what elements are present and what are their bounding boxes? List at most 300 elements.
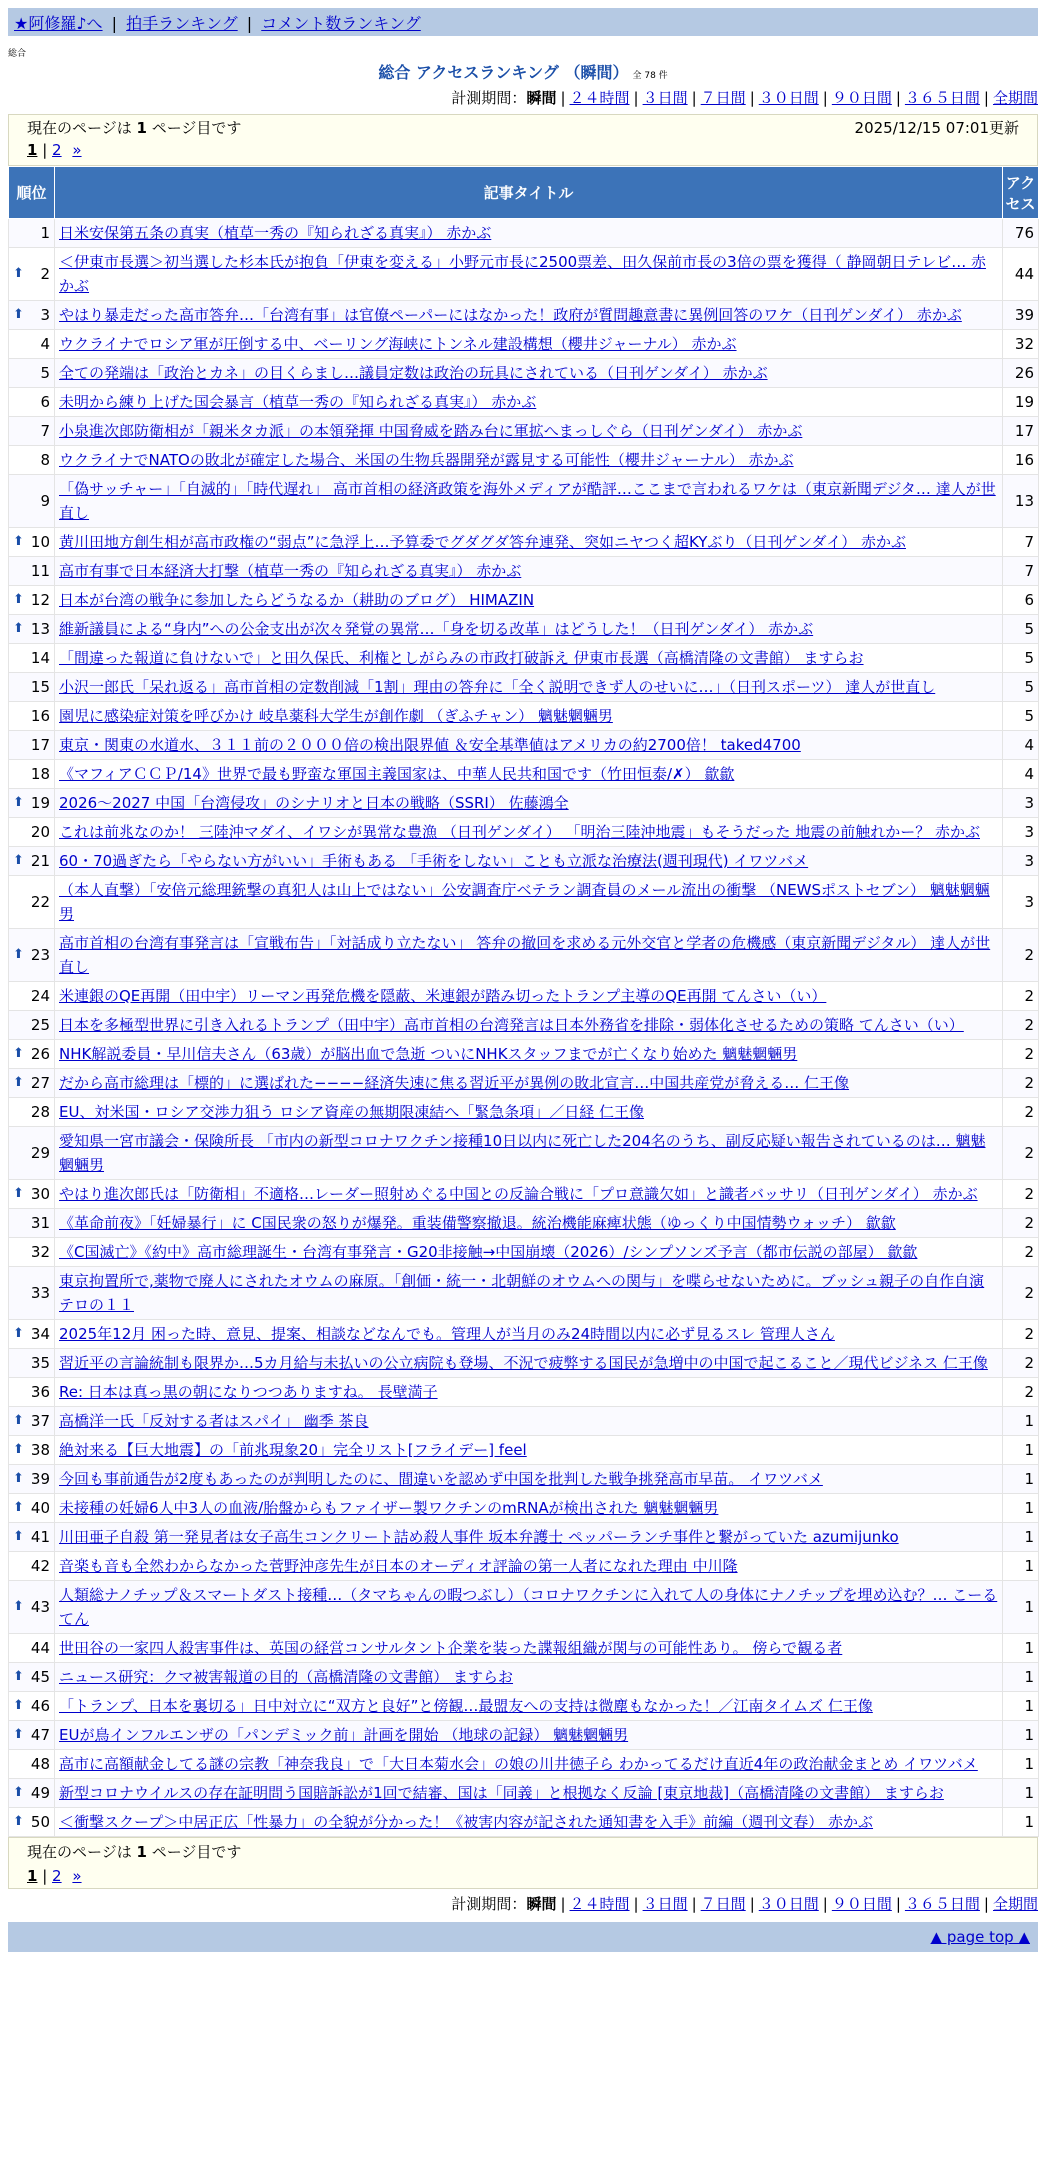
up-arrow-icon: ⬆	[13, 1698, 24, 1713]
rank-cell	[9, 982, 55, 1011]
table-row	[9, 1436, 1039, 1465]
article-link[interactable]: 日米安保第五条の真実（植草一秀の『知られざる真実』） 赤かぶ	[59, 224, 492, 242]
rank-number: 23	[30, 946, 50, 964]
title-cell	[55, 615, 1003, 644]
article-link[interactable]: 高市に高額献金してる謎の宗教「神奈我良」で「大日本菊水会」の娘の川井徳子ら わかってるだけ直近4年の政治献金まとめ イワツバメ	[59, 1755, 978, 1773]
rank-number: 13	[30, 620, 50, 638]
title-cell	[55, 702, 1003, 731]
page-2-link[interactable]: 2	[52, 141, 62, 159]
article-link[interactable]: NHK解説委員・早川信夫さん（63歳）が脳出血で急逝 ついにNHKスタッフまでが亡くなり始めた 魑魅魍魎男	[59, 1045, 798, 1063]
rank-cell	[9, 1465, 55, 1494]
table-row	[9, 876, 1039, 929]
rank-cell	[9, 586, 55, 615]
title-cell	[55, 1692, 1003, 1721]
access-count: 2	[1003, 1238, 1039, 1267]
table-row	[9, 615, 1039, 644]
rank-cell	[9, 702, 55, 731]
home-link[interactable]: ★阿修羅♪へ	[14, 14, 103, 33]
article-link[interactable]: 園児に感染症対策を呼びかけ 岐阜薬科大学生が創作劇 （ぎふチャン） 魑魅魍魎男	[59, 707, 613, 725]
period-separator: |	[691, 1895, 697, 1913]
rank-cell	[9, 929, 55, 982]
up-arrow-icon: ⬆	[13, 1599, 24, 1614]
rank-cell	[9, 644, 55, 673]
article-link[interactable]: 小沢一郎氏「呆れ返る」高市首相の定数削減「1割」理由の答弁に「全く説明できず人のせいに…」（日刊スポーツ） 達人が世直し	[59, 678, 936, 696]
rank-cell	[9, 1692, 55, 1721]
rank-cell	[9, 1209, 55, 1238]
table-row	[9, 219, 1039, 248]
period-link[interactable]: ２４時間	[569, 89, 630, 107]
rank-cell	[9, 1523, 55, 1552]
rank-cell	[9, 359, 55, 388]
page-1-current: 1	[27, 1867, 38, 1885]
article-link[interactable]: 60・70過ぎたら「やらない方がいい」手術もある 「手術をしない」ことも立派な治療法(週刊現代) イワツバメ	[59, 852, 809, 870]
article-link[interactable]: 川田亜子自殺 第一発見者は女子高生コンクリート詰め殺人事件 坂本弁護士 ペッパーランチ事件と繋がっていた azumijunko	[59, 1528, 899, 1546]
access-count: 2	[1003, 1098, 1039, 1127]
table-row	[9, 528, 1039, 557]
ranking-table	[8, 166, 1039, 1837]
article-link[interactable]: 日本が台湾の戦争に参加したらどうなるか（耕助のブログ） HIMAZIN	[59, 591, 535, 609]
title-cell	[55, 1407, 1003, 1436]
rank-number: 28	[30, 1103, 50, 1121]
rank-cell	[9, 1634, 55, 1663]
article-link[interactable]: やはり進次郎氏は「防衛相」不適格…レーダー照射めぐる中国との反論合戦に「プロ意識欠如」と識者バッサリ（日刊ゲンダイ） 赤かぶ	[59, 1185, 978, 1203]
period-separator: |	[749, 89, 755, 107]
title-cell	[55, 1180, 1003, 1209]
access-count: 26	[1003, 359, 1039, 388]
title-cell	[55, 789, 1003, 818]
access-count: 5	[1003, 702, 1039, 731]
title-cell	[55, 1209, 1003, 1238]
up-arrow-icon: ⬆	[13, 1442, 24, 1457]
article-link[interactable]: 小泉進次郎防衛相が「親米タカ派」の本領発揮 中国脅威を踏み台に軍拡へまっしぐら（日刊ゲンダイ） 赤かぶ	[59, 422, 803, 440]
header-title: 記事タイトル	[55, 167, 1003, 219]
article-link[interactable]: ウクライナでNATOの敗北が確定した場合、米国の生物兵器開発が露見する可能性（櫻井ジャーナル） 赤かぶ	[59, 451, 794, 469]
article-link[interactable]: 習近平の言論統制も限界か…5カ月給与未払いの公立病院も登場、不況で疲弊する国民が急増中の中国で起こること／現代ビジネス 仁王像	[59, 1354, 988, 1372]
table-row	[9, 644, 1039, 673]
rank-number: 18	[30, 765, 50, 783]
up-arrow-icon: ⬆	[13, 795, 24, 810]
period-link[interactable]: ２４時間	[569, 1895, 630, 1913]
article-link[interactable]: 全ての発端は「政治とカネ」の目くらまし…議員定数は政治の玩具にされている（日刊ゲンダイ） 赤かぶ	[59, 364, 768, 382]
rank-number: 42	[30, 1557, 50, 1575]
rank-number: 49	[30, 1784, 50, 1802]
article-link[interactable]: 人類総ナノチップ＆スマートダスト接種…（タマちゃんの暇つぶし）（コロナワクチンに入れて人の身体にナノチップを埋め込む？… こーるてん	[59, 1586, 998, 1628]
rank-cell	[9, 330, 55, 359]
period-link[interactable]: ３６５日間	[904, 89, 980, 107]
access-count: 5	[1003, 615, 1039, 644]
rank-cell	[9, 301, 55, 330]
rank-cell	[9, 417, 55, 446]
title-cell	[55, 388, 1003, 417]
article-link[interactable]: だから高市総理は「標的」に選ばれた−−−−経済失速に焦る習近平が異例の敗北宣言…中国共産党が脅える… 仁王像	[59, 1074, 850, 1092]
title-cell	[55, 1267, 1003, 1320]
rank-cell	[9, 1349, 55, 1378]
current-page-text: 現在のページは 1 ページ目です	[27, 119, 242, 137]
article-link[interactable]: 「トランプ、日本を裏切る」日中対立に“双方と良好”と傍観…最盟友への支持は微塵もなかった！／江南タイムズ 仁王像	[59, 1697, 873, 1715]
title-cell	[55, 1320, 1003, 1349]
rank-number: 47	[30, 1726, 50, 1744]
table-row	[9, 1634, 1039, 1663]
article-link[interactable]: 絶対来る【巨大地震】の「前兆現象20」完全リスト[フライデー] feel	[59, 1441, 527, 1459]
access-count: 7	[1003, 557, 1039, 586]
rank-cell	[9, 1407, 55, 1436]
up-arrow-icon: ⬆	[13, 1500, 24, 1515]
title-cell	[55, 929, 1003, 982]
access-count: 17	[1003, 417, 1039, 446]
up-arrow-icon: ⬆	[13, 592, 24, 607]
access-count: 4	[1003, 731, 1039, 760]
rank-number: 30	[30, 1185, 50, 1203]
period-separator: |	[691, 89, 697, 107]
access-count: 39	[1003, 301, 1039, 330]
access-count: 1	[1003, 1523, 1039, 1552]
rank-cell	[9, 1494, 55, 1523]
rank-number: 36	[30, 1383, 50, 1401]
article-link[interactable]: EUが鳥インフルエンザの「パンデミック前」計画を開始 （地球の記録） 魑魅魍魎男	[59, 1726, 629, 1744]
breadcrumb: 総合	[8, 49, 27, 59]
up-arrow-icon: ⬆	[13, 1075, 24, 1090]
table-row	[9, 731, 1039, 760]
rank-number: 26	[30, 1045, 50, 1063]
access-count: 1	[1003, 1808, 1039, 1837]
period-selector	[0, 87, 1038, 108]
access-count: 1	[1003, 1663, 1039, 1692]
access-count: 7	[1003, 528, 1039, 557]
period-separator: |	[560, 1895, 566, 1913]
title-cell	[55, 1378, 1003, 1407]
access-count: 5	[1003, 644, 1039, 673]
pager-box	[8, 114, 1038, 166]
period-link[interactable]: ３日間	[642, 89, 688, 107]
rank-cell	[9, 1581, 55, 1634]
title-cell	[55, 301, 1003, 330]
rank-number: 37	[30, 1412, 50, 1430]
rank-cell	[9, 760, 55, 789]
rank-cell	[9, 1069, 55, 1098]
article-link[interactable]: 《革命前夜》「妊婦暴行」に C国民衆の怒りが爆発。重装備警察撤退。統治機能麻痺状態（ゆっくり中国情勢ウォッチ） 歙歙	[59, 1214, 896, 1232]
table-row	[9, 1663, 1039, 1692]
rank-number: 32	[30, 1243, 50, 1261]
rank-number: 33	[30, 1284, 50, 1302]
period-link[interactable]: 全期間	[992, 89, 1038, 107]
up-arrow-icon: ⬆	[13, 534, 24, 549]
rank-cell	[9, 1040, 55, 1069]
rank-number: 14	[30, 649, 50, 667]
title-cell	[55, 557, 1003, 586]
access-count: 1	[1003, 1721, 1039, 1750]
page-top-link[interactable]: ▲ page top ▲	[930, 1928, 1030, 1946]
article-link[interactable]: Re: 日本は真っ黒の朝になりつつありますね。 長壁満子	[59, 1383, 438, 1401]
up-arrow-icon: ⬆	[13, 1669, 24, 1684]
table-row	[9, 1127, 1039, 1180]
rank-number: 19	[30, 794, 50, 812]
rank-number: 22	[30, 893, 50, 911]
rank-number: 43	[30, 1598, 50, 1616]
access-count: 4	[1003, 760, 1039, 789]
table-row	[9, 1267, 1039, 1320]
up-arrow-icon: ⬆	[13, 1046, 24, 1061]
access-count: 3	[1003, 876, 1039, 929]
access-count: 2	[1003, 1209, 1039, 1238]
rank-number: 48	[30, 1755, 50, 1773]
table-row	[9, 1465, 1039, 1494]
article-link[interactable]: 音楽も音も全然わからなかった菅野沖彦先生が日本のオーディオ評論の第一人者になれた理由 中川隆	[59, 1557, 738, 1575]
rank-number: 16	[30, 707, 50, 725]
title-cell	[55, 359, 1003, 388]
access-count: 76	[1003, 219, 1039, 248]
article-link[interactable]: ウクライナでロシア軍が圧倒する中、ベーリング海峡にトンネル建設構想（櫻井ジャーナル） 赤かぶ	[59, 335, 737, 353]
access-count: 1	[1003, 1494, 1039, 1523]
table-row	[9, 1040, 1039, 1069]
rank-cell	[9, 1238, 55, 1267]
rank-cell	[9, 1750, 55, 1779]
title-cell	[55, 1349, 1003, 1378]
title-cell	[55, 876, 1003, 929]
title-cell	[55, 219, 1003, 248]
article-link[interactable]: 2026～2027 中国「台湾侵攻」のシナリオと日本の戦略（SSRI） 佐藤鴻全	[59, 794, 569, 812]
period-separator: |	[895, 1895, 901, 1913]
article-link[interactable]: 愛知県一宮市議会・保険所長 「市内の新型コロナワクチン接種10日以内に死亡した204名のうち、副反応疑い報告されているのは… 魑魅魍魎男	[59, 1132, 986, 1174]
title-cell	[55, 1663, 1003, 1692]
rank-number: 38	[30, 1441, 50, 1459]
article-link[interactable]: 維新議員による“身内”への公金支出が次々発覚の異常…「身を切る改革」はどうした！（日刊ゲンダイ） 赤かぶ	[59, 620, 814, 638]
access-count: 19	[1003, 388, 1039, 417]
rank-cell	[9, 1098, 55, 1127]
rank-number: 1	[40, 224, 50, 242]
article-link[interactable]: 高市首相の台湾有事発言は「宣戦布告」「対話成り立たない」 答弁の撤回を求める元外交官と学者の危機感（東京新聞デジタル） 達人が世直し	[59, 934, 991, 976]
period-label: 計測期間：	[451, 89, 527, 107]
page-links: 1 | 2 »	[27, 141, 82, 159]
rank-number: 5	[40, 364, 50, 382]
table-row	[9, 359, 1039, 388]
title-cell	[55, 1069, 1003, 1098]
page-title-wrap	[0, 60, 1046, 83]
table-row	[9, 1011, 1039, 1040]
period-current: 瞬間	[526, 1895, 557, 1913]
period-link[interactable]: ３０日間	[758, 1895, 819, 1913]
article-link[interactable]: 日本を多極型世界に引き入れるトランプ（田中宇）高市首相の台湾発言は日本外務省を排除・弱体化させるための策略 てんさい（い）	[59, 1016, 964, 1034]
period-link[interactable]: ３６５日間	[904, 1895, 980, 1913]
title-cell	[55, 1581, 1003, 1634]
rank-cell	[9, 731, 55, 760]
page-2-link[interactable]: 2	[52, 1867, 62, 1885]
next-page-link[interactable]: »	[72, 1867, 82, 1885]
article-link[interactable]: 米連銀のQE再開（田中宇）リーマン再発危機を隠蔽、米連銀が踏み切ったトランプ主導のQE再開 てんさい（い）	[59, 987, 827, 1005]
article-link[interactable]: EU、対米国・ロシア交渉力狙う ロシア資産の無期限凍結へ「緊急条項」／日経 仁王像	[59, 1103, 644, 1121]
article-link[interactable]: 高市有事で日本経済大打撃（植草一秀の『知られざる真実』） 赤かぶ	[59, 562, 522, 580]
period-link[interactable]: ３０日間	[758, 89, 819, 107]
table-row	[9, 1494, 1039, 1523]
comment-ranking-link[interactable]: コメント数ランキング	[261, 14, 421, 33]
access-count: 6	[1003, 586, 1039, 615]
period-link[interactable]: 全期間	[992, 1895, 1038, 1913]
title-cell	[55, 1238, 1003, 1267]
table-row	[9, 301, 1039, 330]
table-row	[9, 760, 1039, 789]
article-link[interactable]: 黄川田地方創生相が高市政権の“弱点”に急浮上…予算委でグダグダ答弁連発、突如ニヤつく超KYぶり（日刊ゲンダイ） 赤かぶ	[59, 533, 906, 551]
access-count: 16	[1003, 446, 1039, 475]
table-row	[9, 586, 1039, 615]
access-count: 2	[1003, 1069, 1039, 1098]
next-page-link[interactable]: »	[72, 141, 82, 159]
access-count: 1	[1003, 1581, 1039, 1634]
table-row	[9, 1552, 1039, 1581]
title-cell	[55, 1721, 1003, 1750]
article-link[interactable]: 高橋洋一氏「反対する者はスパイ」 幽季 茶良	[59, 1412, 369, 1430]
title-cell	[55, 1808, 1003, 1837]
table-row	[9, 1407, 1039, 1436]
access-count: 1	[1003, 1552, 1039, 1581]
rank-cell	[9, 1378, 55, 1407]
table-row	[9, 1692, 1039, 1721]
article-link[interactable]: 東京拘置所で,薬物で廃人にされたオウムの麻原。「創価・統一・北朝鮮のオウムへの関与」を喋らせないために。ブッシュ親子の自作自演テロの１１	[59, 1272, 985, 1314]
rank-cell	[9, 248, 55, 301]
table-row	[9, 1209, 1039, 1238]
article-link[interactable]: ＜衝撃スクープ＞中居正広「性暴力」の全貌が分かった！《被害内容が記された通知書を入手》前編（週刊文春） 赤かぶ	[59, 1813, 874, 1831]
up-arrow-icon: ⬆	[13, 1413, 24, 1428]
access-count: 1	[1003, 1407, 1039, 1436]
article-link[interactable]: 2025年12月 困った時、意見、提案、相談などなんでも。管理人が当月のみ24時間以内に必ず見るスレ 管理人さん	[59, 1325, 835, 1343]
rank-number: 21	[30, 852, 50, 870]
table-row	[9, 417, 1039, 446]
article-link[interactable]: 未明から練り上げた国会暴言（植草一秀の『知られざる真実』） 赤かぶ	[59, 393, 537, 411]
page-title: 総合 アクセスランキング （瞬間）	[378, 63, 629, 82]
rank-cell	[9, 1552, 55, 1581]
rank-number: 8	[40, 451, 50, 469]
header-access: アクセス	[1003, 167, 1039, 219]
rank-number: 17	[30, 736, 50, 754]
table-row	[9, 1378, 1039, 1407]
rank-number: 25	[30, 1016, 50, 1034]
access-count: 3	[1003, 789, 1039, 818]
current-page-text-bottom: 現在のページは 1 ページ目です	[27, 1843, 242, 1861]
table-row	[9, 982, 1039, 1011]
access-count: 2	[1003, 1011, 1039, 1040]
title-cell	[55, 1465, 1003, 1494]
rank-number: 44	[30, 1639, 50, 1657]
title-cell	[55, 673, 1003, 702]
article-link[interactable]: 未接種の妊婦6人中3人の血液/胎盤からもファイザー製ワクチンのmRNAが検出された 魑魅魍魎男	[59, 1499, 719, 1517]
rank-cell	[9, 1808, 55, 1837]
table-row	[9, 1320, 1039, 1349]
up-arrow-icon: ⬆	[13, 853, 24, 868]
title-cell	[55, 760, 1003, 789]
period-link[interactable]: ７日間	[700, 89, 746, 107]
rank-number: 11	[30, 562, 50, 580]
rank-number: 41	[30, 1528, 50, 1546]
table-row	[9, 1523, 1039, 1552]
nav-separator: |	[111, 14, 118, 33]
rank-number: 10	[30, 533, 50, 551]
up-arrow-icon: ⬆	[13, 621, 24, 636]
table-row	[9, 1779, 1039, 1808]
rank-number: 27	[30, 1074, 50, 1092]
rank-number: 7	[40, 422, 50, 440]
table-row	[9, 1069, 1039, 1098]
rank-number: 15	[30, 678, 50, 696]
updated-timestamp: 2025/12/15 07:01更新	[854, 119, 1019, 137]
article-link[interactable]: 世田谷の一家四人殺害事件は、英国の経営コンサルタント企業を装った諜報組織が関与の可能性あり。 傍らで観る者	[59, 1639, 843, 1657]
pager-box-bottom	[8, 1837, 1038, 1889]
article-link[interactable]: 東京・関東の水道水、３１１前の２０００倍の検出限界値 ＆安全基準値はアメリカの約2700倍！ taked4700	[59, 736, 801, 754]
title-cell	[55, 1011, 1003, 1040]
access-count: 2	[1003, 1320, 1039, 1349]
rank-cell	[9, 615, 55, 644]
rank-number: 20	[30, 823, 50, 841]
article-link[interactable]: 「偽サッチャー」「自滅的」「時代遅れ」 高市首相の経済政策を海外メディアが酷評…ここまで言われるワケは（東京新聞デジタ… 達人が世直し	[59, 480, 996, 522]
title-cell	[55, 528, 1003, 557]
article-link[interactable]: （本人直撃）「安倍元総理銃撃の真犯人は山上ではない」公安調査庁ベテラン調査員のメール流出の衝撃 （NEWSポストセブン） 魑魅魍魎男	[59, 881, 990, 923]
title-cell	[55, 1494, 1003, 1523]
up-arrow-icon: ⬆	[13, 266, 24, 281]
rank-number: 46	[30, 1697, 50, 1715]
article-link[interactable]: ＜伊東市長選＞初当選した杉本氏が抱負「伊東を変える」小野元市長に2500票差、田久保前市長の3倍の票を獲得（ 静岡朝日テレビ… 赤かぶ	[59, 253, 986, 295]
title-cell	[55, 1552, 1003, 1581]
article-link[interactable]: 《C国滅亡》《約中》高市総理誕生・台湾有事発言・G20非接触→中国崩壊（2026）/シンプソンズ予言（都市伝説の部屋） 歙歙	[59, 1243, 918, 1261]
access-count: 1	[1003, 1750, 1039, 1779]
clap-ranking-link[interactable]: 拍手ランキング	[126, 14, 238, 33]
rank-cell	[9, 1436, 55, 1465]
access-count: 2	[1003, 1180, 1039, 1209]
article-link[interactable]: やはり暴走だった高市答弁…「台湾有事」は官僚ペーパーにはなかった！政府が質問趣意書に異例回答のワケ（日刊ゲンダイ） 赤かぶ	[59, 306, 962, 324]
title-cell	[55, 417, 1003, 446]
access-count: 44	[1003, 248, 1039, 301]
article-link[interactable]: 新型コロナウイルスの存在証明問う国賠訴訟が1回で結審、国は「同義」と根拠なく反論 [東京地裁]（高橋清隆の文書館） ますらお	[59, 1784, 944, 1802]
page-1-current: 1	[27, 141, 38, 159]
table-row	[9, 1808, 1039, 1837]
table-row	[9, 1238, 1039, 1267]
access-count: 2	[1003, 929, 1039, 982]
up-arrow-icon: ⬆	[13, 1186, 24, 1201]
period-label: 計測期間：	[451, 1895, 527, 1913]
period-link[interactable]: ９０日間	[831, 1895, 892, 1913]
access-count: 2	[1003, 1349, 1039, 1378]
title-cell	[55, 330, 1003, 359]
rank-cell	[9, 1011, 55, 1040]
table-row	[9, 818, 1039, 847]
period-separator: |	[749, 1895, 755, 1913]
period-separator: |	[895, 89, 901, 107]
rank-cell	[9, 876, 55, 929]
period-separator: |	[983, 89, 989, 107]
top-nav-bar	[8, 8, 1038, 36]
rank-number: 12	[30, 591, 50, 609]
article-link[interactable]: 「間違った報道に負けないで」と田久保氏、利権としがらみの市政打破訴え 伊東市長選（高橋清隆の文書館） ますらお	[59, 649, 864, 667]
title-cell	[55, 586, 1003, 615]
rank-number: 34	[30, 1325, 50, 1343]
table-row	[9, 1349, 1039, 1378]
rank-cell	[9, 847, 55, 876]
access-count: 3	[1003, 847, 1039, 876]
rank-cell	[9, 1320, 55, 1349]
article-link[interactable]: ニュース研究：クマ被害報道の目的（高橋清隆の文書館） ますらお	[59, 1668, 514, 1686]
access-count: 1	[1003, 1634, 1039, 1663]
article-link[interactable]: これは前兆なのか！ 三陸沖マダイ、イワシが異常な豊漁 （日刊ゲンダイ） 「明治三陸沖地震」もそうだった 地震の前触れかー？ 赤かぶ	[59, 823, 980, 841]
rank-cell	[9, 818, 55, 847]
article-link[interactable]: 《マフィアＣＣＰ/14》世界で最も野蛮な軍国主義国家は、中華人民共和国です（竹田恒泰/✗） 歙歙	[59, 765, 735, 783]
access-count: 1	[1003, 1436, 1039, 1465]
rank-number: 31	[30, 1214, 50, 1232]
period-link[interactable]: ７日間	[700, 1895, 746, 1913]
rank-number: 3	[40, 306, 50, 324]
period-link[interactable]: ３日間	[642, 1895, 688, 1913]
table-row	[9, 1581, 1039, 1634]
article-link[interactable]: 今回も事前通告が2度もあったのが判明したのに、間違いを認めず中国を批判した戦争挑発高市早苗。 イワツバメ	[59, 1470, 823, 1488]
period-link[interactable]: ９０日間	[831, 89, 892, 107]
table-row	[9, 673, 1039, 702]
total-count: 全 78 件	[632, 71, 668, 81]
title-cell	[55, 818, 1003, 847]
